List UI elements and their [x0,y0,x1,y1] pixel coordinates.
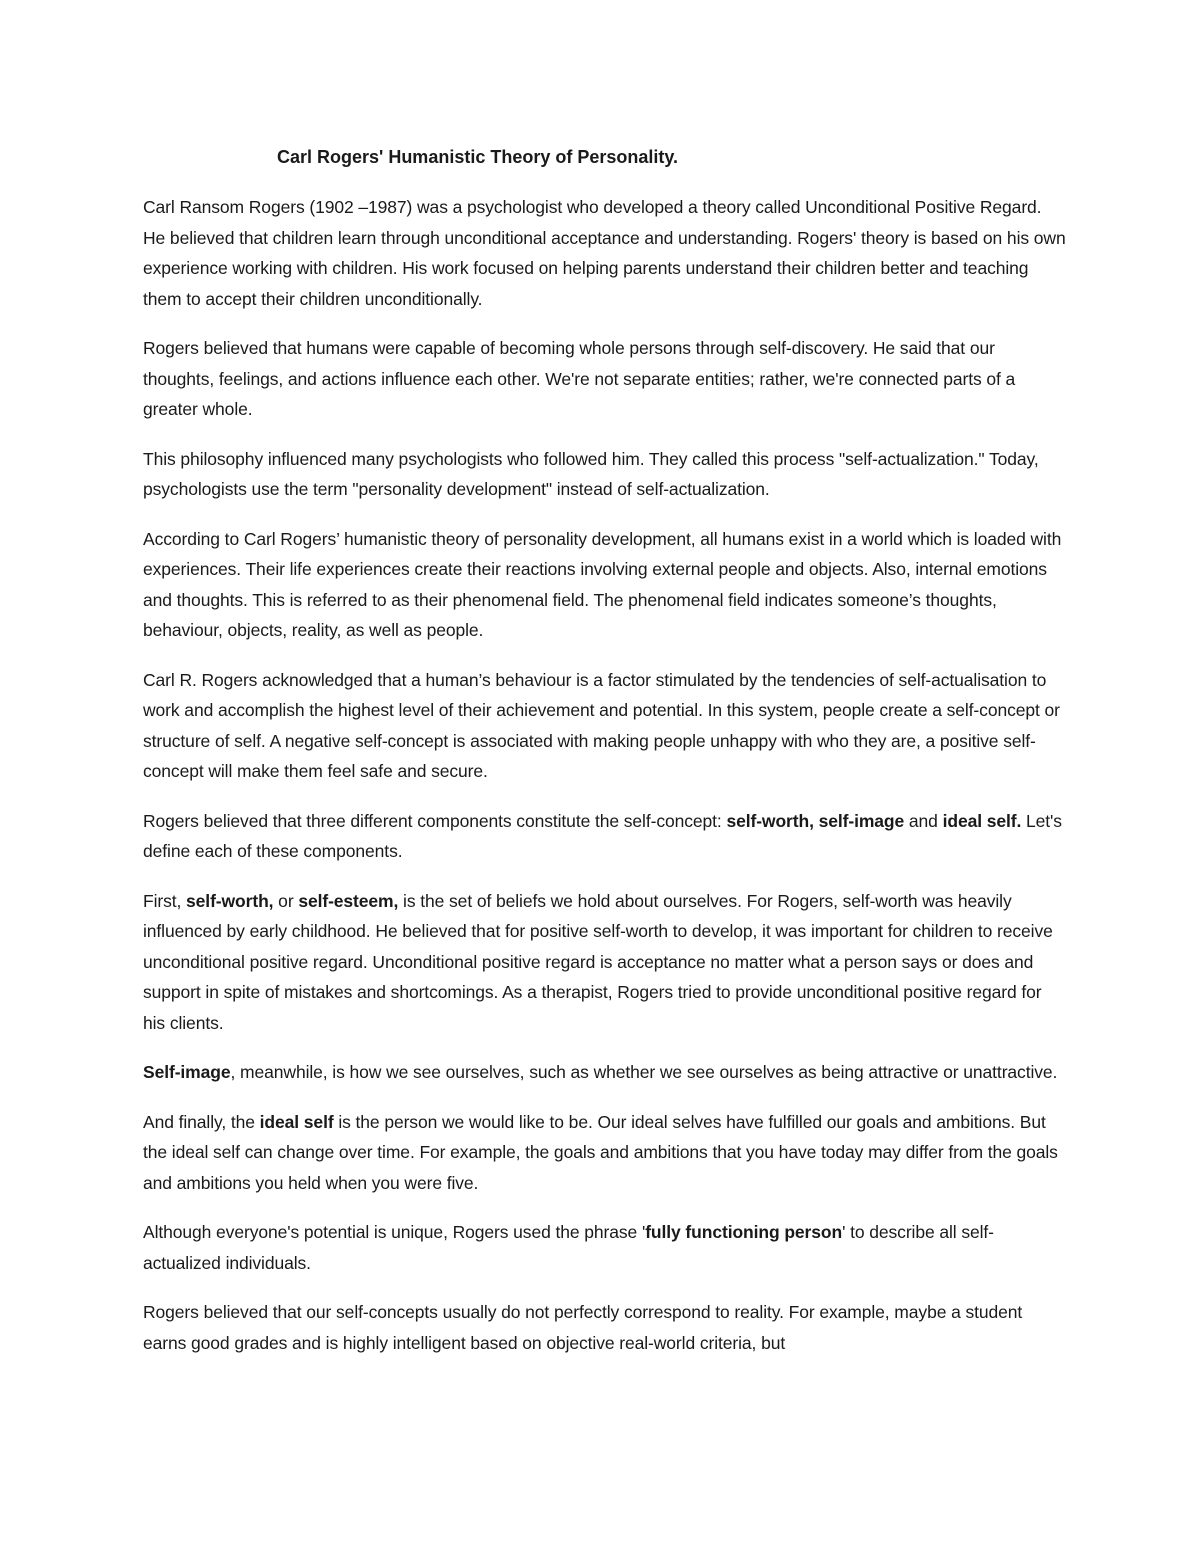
paragraph [143,1107,1068,1199]
text-run: Carl Ransom Rogers (1902 –1987) was a psychologist who developed a theory called Unconditional Positive Regard. He believed that children learn through unconditional acceptance and understanding. Rogers' theory is based on his own experience working with children. His work focused on helping parents understand their children better and teaching them to accept their children unconditionally. [143,197,1066,309]
paragraph [143,886,1068,1039]
text-run: Rogers believed that three different components constitute the self-concept: [143,810,727,831]
paragraph [143,1217,1068,1278]
paragraph [143,192,1068,314]
bold-term: self-esteem, [298,890,399,911]
bold-term: Self-image [143,1062,231,1082]
document-body [143,192,1068,1377]
text-run: First, [143,890,187,911]
text-run: Although everyone's potential is unique, Rogers used the phrase ' [143,1222,646,1242]
bold-term: fully functioning person [645,1222,843,1242]
text-run: and [904,810,943,831]
text-run: Rogers believed that humans were capable of becoming whole persons through self-discovery. He said that our thoughts, feelings, and actions influence each other. We're not separate entities; rather, we're connected parts of a greater whole. [143,338,1016,419]
paragraph [143,444,1068,505]
text-run: And finally, the [143,1111,260,1132]
paragraph [143,1297,1068,1358]
paragraph [143,665,1068,787]
text-run: Rogers believed that our self-concepts usually do not perfectly correspond to reality. For example, maybe a student earns good grades and is highly intelligent based on objective real-world criteria, but [143,1302,1023,1353]
bold-term: ideal self. [942,810,1022,831]
text-run: , meanwhile, is how we see ourselves, such as whether we see ourselves as being attractive or unattractive. [230,1062,1058,1082]
text-run: Let's define each of these components. [143,810,1062,861]
paragraph [143,524,1068,646]
text-run: is the set of beliefs we hold about ourselves. For Rogers, self-worth was heavily influenced by early childhood. He believed that for positive self-worth to develop, it was important for children to receive unconditional positive regard. Unconditional positive regard is acceptance no matter what a person says or does and support in spite of mistakes and shortcomings. As a therapist, Rogers tried to provide unconditional positive regard for his clients. [143,890,1053,1033]
bold-term: ideal self [259,1111,334,1132]
text-run: Carl R. Rogers acknowledged that a human’s behaviour is a factor stimulated by the tendencies of self-actualisation to work and accomplish the highest level of their achievement and potential. In this system, people create a self-concept or structure of self. A negative self-concept is associated with making people unhappy with who they are, a positive self-concept will make them feel safe and secure. [143,669,1060,781]
text-run: is the person we would like to be. Our ideal selves have fulfilled our goals and ambitions. But the ideal self can change over time. For example, the goals and ambitions that you have today may differ from the goals and ambitions you held when you were five. [143,1111,1058,1193]
text-run: or [273,890,299,911]
text-run: According to Carl Rogers’ humanistic theory of personality development, all humans exist in a world which is loaded with experiences. Their life experiences create their reactions involving external people and objects. Also, internal emotions and thoughts. This is referred to as their phenomenal field. The phenomenal field indicates someone’s thoughts, behaviour, objects, reality, as well as people. [143,528,1062,640]
paragraph [143,806,1068,867]
document-title: Carl Rogers' Humanistic Theory of Personality. [277,147,679,167]
paragraph [143,1057,1068,1088]
paragraph [143,333,1068,425]
bold-term: self-worth, [186,890,274,911]
text-run: This philosophy influenced many psychologists who followed him. They called this process "self-actualization." Today, psychologists use the term "personality development" instead of self-actualization. [143,448,1039,499]
bold-term: self-worth, self-image [726,810,905,831]
text-run: ' to describe all self-actualized individuals. [143,1222,994,1273]
